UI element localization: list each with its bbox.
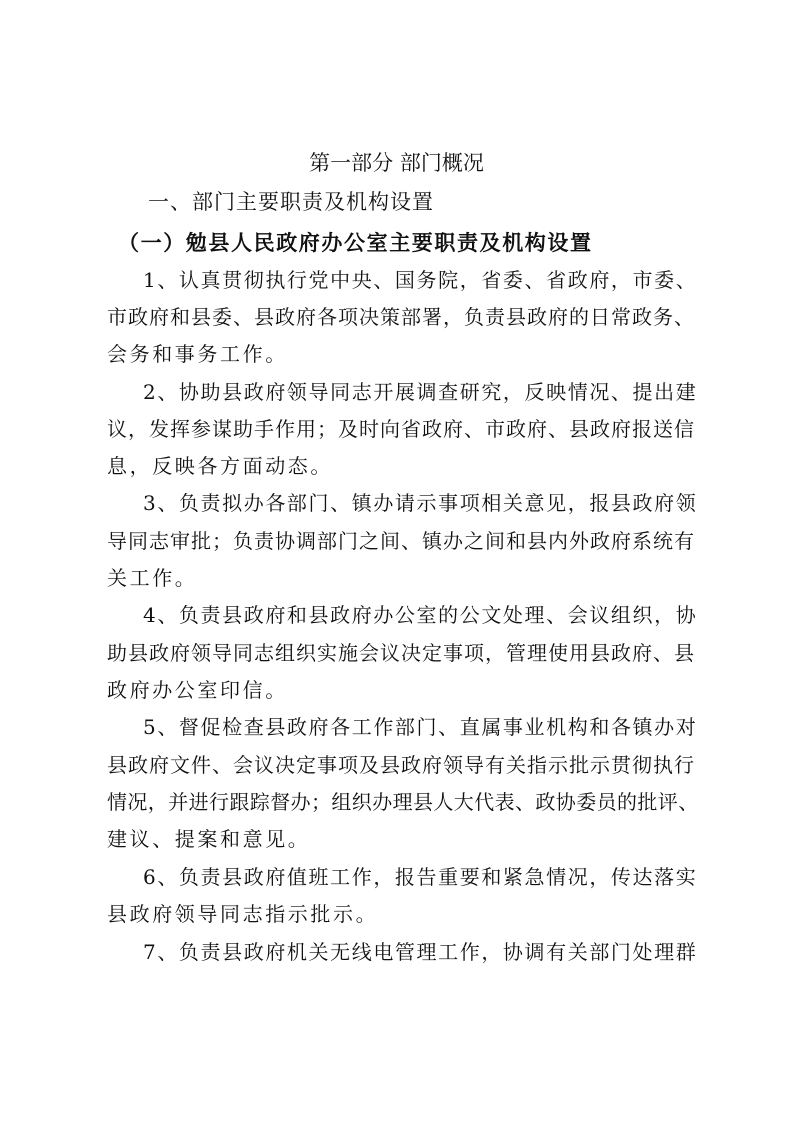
paragraph-6-line-1: 6、负责县政府值班工作，报告重要和紧急情况，传达落实 [143,865,698,889]
paragraph-2-line-1: 2、协助县政府领导同志开展调查研究，反映情况、提出建 [143,380,698,404]
paragraph-5-line-2: 县政府文件、会议决定事项及县政府领导有关指示批示贯彻执行 [107,753,695,777]
paragraph-5-line-4: 建议、提案和意见。 [107,827,311,851]
paragraph-6-line-2: 县政府领导同志指示批示。 [107,902,379,926]
paragraph-2-line-3: 息，反映各方面动态。 [107,454,333,478]
paragraph-3-line-2: 导同志审批；负责协调部门之间、镇办之间和县内外政府系统有 [107,529,695,553]
paragraph-1-line-2: 市政府和县委、县政府各项决策部署，负责县政府的日常政务、 [107,305,695,329]
paragraph-4-line-2: 助县政府领导同志组织实施会议决定事项，管理使用县政府、县 [107,641,695,665]
part-title: 第一部分 部门概况 [309,151,484,175]
paragraph-1-line-1: 1、认真贯彻执行党中央、国务院，省委、省政府，市委、 [143,268,698,292]
subsection-heading: （一）勉县人民政府办公室主要职责及机构设置 [118,230,593,255]
paragraph-7-line-1: 7、负责县政府机关无线电管理工作，协调有关部门处理群 [143,940,698,964]
section-heading: 一、部门主要职责及机构设置 [148,190,434,214]
paragraph-1-line-3: 会务和事务工作。 [107,342,288,366]
paragraph-4-line-3: 政府办公室印信。 [107,678,288,702]
paragraph-3-line-1: 3、负责拟办各部门、镇办请示事项相关意见，报县政府领 [143,491,698,515]
paragraph-2-line-2: 议，发挥参谋助手作用；及时向省政府、市政府、县政府报送信 [107,417,695,441]
paragraph-3-line-3: 关工作。 [107,566,198,590]
paragraph-5-line-3: 情况，并进行跟踪督办；组织办理县人大代表、政协委员的批评、 [107,790,699,814]
paragraph-4-line-1: 4、负责县政府和县政府办公室的公文处理、会议组织，协 [143,603,698,627]
paragraph-5-line-1: 5、督促检查县政府各工作部门、直属事业机构和各镇办对 [143,715,698,739]
